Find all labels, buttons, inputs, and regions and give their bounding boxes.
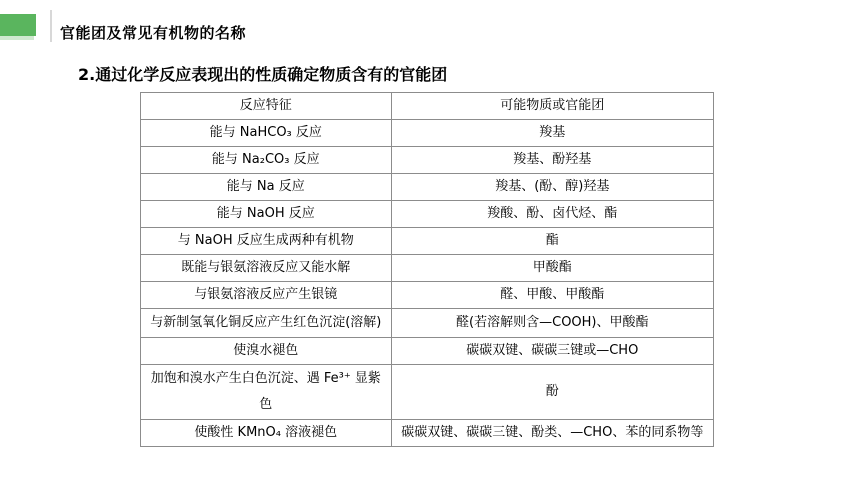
- substance-cell: 羧酸、酚、卤代烃、酯: [391, 201, 713, 228]
- reaction-cell: 能与 NaHCO₃ 反应: [141, 120, 392, 147]
- substance-cell: 酯: [391, 228, 713, 255]
- table-row: [141, 365, 714, 420]
- substance-cell: 碳碳双键、碳碳三键或—CHO: [391, 338, 713, 365]
- section-title: 2.通过化学反应表现出的性质确定物质含有的官能团: [78, 65, 448, 84]
- reaction-cell: 能与 Na₂CO₃ 反应: [141, 147, 392, 174]
- header-divider: [50, 10, 52, 42]
- reaction-cell: 加饱和溴水产生白色沉淀、遇 Fe³⁺ 显紫色: [141, 365, 392, 420]
- reaction-cell: 使溴水褪色: [141, 338, 392, 365]
- substance-cell: 碳碳双键、碳碳三键、酚类、—CHO、苯的同系物等: [391, 420, 713, 447]
- reaction-cell: 能与 Na 反应: [141, 174, 392, 201]
- substance-cell: 醛(若溶解则含—COOH)、甲酸酯: [391, 309, 713, 338]
- table-row: [141, 420, 714, 447]
- table-row: [141, 201, 714, 228]
- reaction-cell: 使酸性 KMnO₄ 溶液褪色: [141, 420, 392, 447]
- substance-cell: 醛、甲酸、甲酸酯: [391, 282, 713, 309]
- table-row: [141, 228, 714, 255]
- table-row: [141, 282, 714, 309]
- reaction-cell: 能与 NaOH 反应: [141, 201, 392, 228]
- substance-cell: 羧基、(酚、醇)羟基: [391, 174, 713, 201]
- table-row: [141, 174, 714, 201]
- reaction-cell: 与银氨溶液反应产生银镜: [141, 282, 392, 309]
- reaction-cell: 与 NaOH 反应生成两种有机物: [141, 228, 392, 255]
- functional-group-table: [140, 92, 714, 447]
- table-row: [141, 147, 714, 174]
- substance-cell: 羧基: [391, 120, 713, 147]
- table-row: [141, 338, 714, 365]
- reaction-cell: 既能与银氨溶液反应又能水解: [141, 255, 392, 282]
- substance-cell: 甲酸酯: [391, 255, 713, 282]
- substance-cell: 酚: [391, 365, 713, 420]
- substance-cell: 羧基、酚羟基: [391, 147, 713, 174]
- table-row: [141, 255, 714, 282]
- page-title: 官能团及常见有机物的名称: [60, 24, 247, 42]
- table-header-row: [141, 93, 714, 120]
- table-row: [141, 120, 714, 147]
- reaction-cell: 与新制氢氧化铜反应产生红色沉淀(溶解): [141, 309, 392, 338]
- column-header-substance: 可能物质或官能团: [391, 93, 713, 120]
- table-row: [141, 309, 714, 338]
- column-header-reaction: 反应特征: [141, 93, 392, 120]
- header-accent-bar: [0, 14, 36, 36]
